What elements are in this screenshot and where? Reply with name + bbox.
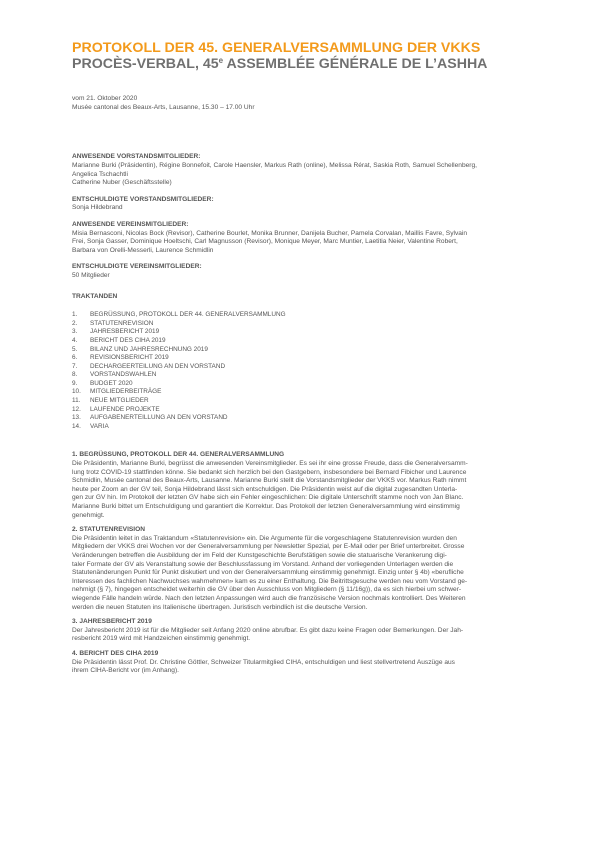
- meeting-meta: [72, 94, 535, 112]
- title-french-sup: e: [218, 56, 224, 65]
- attendance-label: ENTSCHULDIGTE VORSTANDSMITGLIEDER:: [72, 195, 214, 203]
- attendance-line: Marianne Burki (Präsidentin), Régine Bonnefoit, Carole Haensler, Markus Rath (online), Melissa Rérat, Saskia Roth, Samuel Schellenberg,: [72, 162, 477, 169]
- agenda-item: [72, 328, 535, 337]
- meeting-place: Musée cantonal des Beaux-Arts, Lausanne, 15.30 – 17.00 Uhr: [72, 104, 255, 112]
- attendance-section: [72, 221, 535, 255]
- agenda-item-number: 8.: [72, 371, 78, 379]
- agenda-item-number: 14.: [72, 422, 81, 430]
- agenda-item-number: 1.: [72, 311, 78, 319]
- agenda-item: [72, 320, 535, 329]
- section-heading: 3. JAHRESBERICHT 2019: [72, 618, 152, 626]
- agenda-item-number: 7.: [72, 362, 78, 370]
- agenda-item-title: LAUFENDE PROJEKTE: [90, 405, 160, 413]
- meeting-date: vom 21. Oktober 2020: [72, 95, 138, 102]
- minutes-sections: [72, 451, 535, 675]
- attendance-line: Catherine Nuber (Geschäftsstelle): [72, 179, 172, 187]
- agenda-item-title: VARIA: [90, 422, 109, 430]
- section-heading: 4. BERICHT DES CIHA 2019: [72, 649, 159, 657]
- section-heading: 1. BEGRÜSSUNG, PROTOKOLL DER 44. GENERALVERSAMMLUNG: [72, 451, 285, 459]
- agenda-item: [72, 337, 535, 346]
- attendance-section: [72, 196, 535, 213]
- title-french: [72, 56, 535, 72]
- agenda-item-title: BUDGET 2020: [90, 379, 133, 387]
- agenda-item-title: REVISIONSBERICHT 2019: [90, 354, 169, 362]
- agenda-item-number: 10.: [72, 388, 81, 396]
- agenda-item-title: BEGRÜSSUNG, PROTOKOLL DER 44. GENERALVERSAMMLUNG: [90, 311, 286, 319]
- agenda-item-number: 13.: [72, 414, 81, 422]
- agenda-item: [72, 388, 535, 397]
- agenda-item-number: 9.: [72, 379, 78, 387]
- agenda-item-title: DECHARGEERTEILUNG AN DEN VORSTAND: [90, 362, 226, 370]
- attendance-line: Sonja Hildebrand: [72, 204, 123, 212]
- attendance-label: ENTSCHULDIGTE VEREINSMITGLIEDER:: [72, 263, 202, 271]
- agenda-heading: TRAKTANDEN: [72, 292, 118, 300]
- agenda-item: [72, 397, 535, 406]
- section-heading: 2. STATUTENREVISION: [72, 526, 146, 534]
- agenda-item: [72, 406, 535, 415]
- agenda-item-title: VORSTANDSWAHLEN: [90, 371, 157, 379]
- agenda-item-number: 12.: [72, 405, 81, 413]
- title-french-pre: PROCÈS-VERBAL, 45: [72, 56, 219, 72]
- agenda-item: [72, 414, 535, 423]
- agenda-item-number: 5.: [72, 345, 78, 353]
- section-body: Der Jahresbericht 2019 ist für die Mitglieder seit Anfang 2020 online abrufbar. Es gibt dazu keine Fragen oder Bemerkungen. Der Jah- resbericht 2019 wird mit Handzeichen einstimmig genehmigt.: [72, 626, 464, 643]
- agenda-item-title: AUFGABENERTEILLUNG AN DEN VORSTAND: [90, 414, 228, 422]
- attendance-section: [72, 153, 535, 187]
- attendance-label: ANWESENDE VEREINSMITGLIEDER:: [72, 220, 189, 228]
- agenda-list: [72, 311, 535, 431]
- agenda-item: [72, 423, 535, 432]
- agenda-item-title: BILANZ UND JAHRESRECHNUNG 2019: [90, 345, 208, 353]
- agenda-item-title: JAHRESBERICHT 2019: [90, 328, 160, 336]
- attendance-section: [72, 263, 535, 280]
- agenda-item: [72, 346, 535, 355]
- agenda-item-number: 2.: [72, 319, 78, 327]
- attendance-line: Barbara von Orelli-Messerli, Laurence Schmidlin: [72, 246, 214, 254]
- agenda-item: [72, 311, 535, 320]
- attendance-line: Misia Bernasconi, Nicolas Bock (Revisor), Catherine Bourlet, Monika Brunner, Danijela Bucher, Pamela Corvalan, Maillis Favre, Sylvain: [72, 229, 468, 237]
- agenda-item: [72, 371, 535, 380]
- agenda-item: [72, 354, 535, 363]
- title-french-post: ASSEMBLÉE GÉNÉRALE DE L’ASHHA: [223, 56, 488, 72]
- agenda-item: [72, 363, 535, 372]
- attendance-block: [72, 153, 535, 280]
- section-body: Die Präsidentin leitet in das Traktandum «Statutenrevision» ein. Die Argumente für die vorgeschlagene Statutenrevision wurden den Mitgliedern der VKKS drei Wochen vor der Generalversammlung per Newsletter Spezial, per E-Mail oder per Brief unterbreitet. Grosse Veränderungen betreffen die Ausbildung der im Feld der Kunstgeschichte Berufstätigen sowie die statuarische Verankerung digi- taler Formate der GV als Veranstaltung sowie der Beschlussfassung im Vorstand. Anhand der vorliegenden Unterlagen werden die Statutenänderungen Punkt für Punkt diskutiert und von der Generalversammlung einstimmig genehmigt. Einzig unter § 4b) «berufliche Interessen des fachlichen Nachwuchses wahrnehmen» kam es zu einer Enthaltung. Die Beitrittsgesuche werden neu vom Vorstand ge- nehmigt (§ 7), hingegen entscheidet weiterhin die GV über den Ausschluss von Mitgliedern (§ 11/16g)), da es sich hierbei um schwer- wiegende Fälle handeln würde. Nach den letzten Anpassungen wird auch die französische Version nochmals kontrolliert. Des Weiteren werden die neuen Statuten ins Italienische übertragen. Juristisch verbindlich ist die deutsche Version.: [72, 534, 468, 611]
- agenda-item-number: 11.: [72, 397, 81, 405]
- attendance-line: Frei, Sonja Gasser, Dominique Hoeltschi, Carl Magnusson (Revisor), Monique Meyer, Marc Muntier, Laetitia Neier, Valentine Robert,: [72, 238, 458, 246]
- agenda-item-number: 4.: [72, 336, 78, 344]
- section-body: Die Präsidentin lässt Prof. Dr. Christine Göttler, Schweizer Titularmitglied CIHA, entschuldigen und liest stellvertretend Auszüge aus ihrem CIHA-Bericht vor (im Anhang).: [72, 658, 455, 675]
- section-body: Die Präsidentin, Marianne Burki, begrüsst die anwesenden Vereinsmitglieder. Es sei ihr eine grosse Freude, dass die Generalversamm- lung trotz COVID-19 stattfinden könne. Sie bedankt sich herzlich bei den Gastgebern, insbesondere bei Bernard Fibicher und Laurence Schmidlin, Musée cantonal des Beaux-Arts, Lausanne. Marianne Burki stellt die Vorstandsmitglieder der VKKS vor. Markus Rath nimmt heute per Zoom an der GV teil, Sonja Hildebrand lässt sich entschuldigen. Die Präsidentin weist auf die digital zugesandten Unterla- gen zur GV hin. Im Protokoll der letzten GV habe sich ein Fehler eingeschlichen: Die digitale Unterschrift stamme noch von Jan Blanc. Marianne Burki bittet um Entschuldigung und garantiert die Korrektur. Das Protokoll der letzten Generalversammlung wird einstimmig genehmigt.: [72, 460, 468, 519]
- agenda-item-number: 3.: [72, 328, 78, 336]
- agenda-item-title: MITGLIEDERBEITRÄGE: [90, 388, 162, 396]
- attendance-line: 50 Mitglieder: [72, 271, 110, 279]
- title-german: PROTOKOLL DER 45. GENERALVERSAMMLUNG DER VKKS: [72, 40, 481, 56]
- agenda-item-title: NEUE MITGLIEDER: [90, 397, 149, 405]
- attendance-label: ANWESENDE VORSTANDSMITGLIEDER:: [72, 153, 201, 161]
- attendance-line: Angelica Tschachtli: [72, 170, 128, 178]
- agenda-item-title: BERICHT DES CIHA 2019: [90, 336, 166, 344]
- agenda-item-title: STATUTENREVISION: [90, 319, 154, 327]
- agenda-item-number: 6.: [72, 354, 78, 362]
